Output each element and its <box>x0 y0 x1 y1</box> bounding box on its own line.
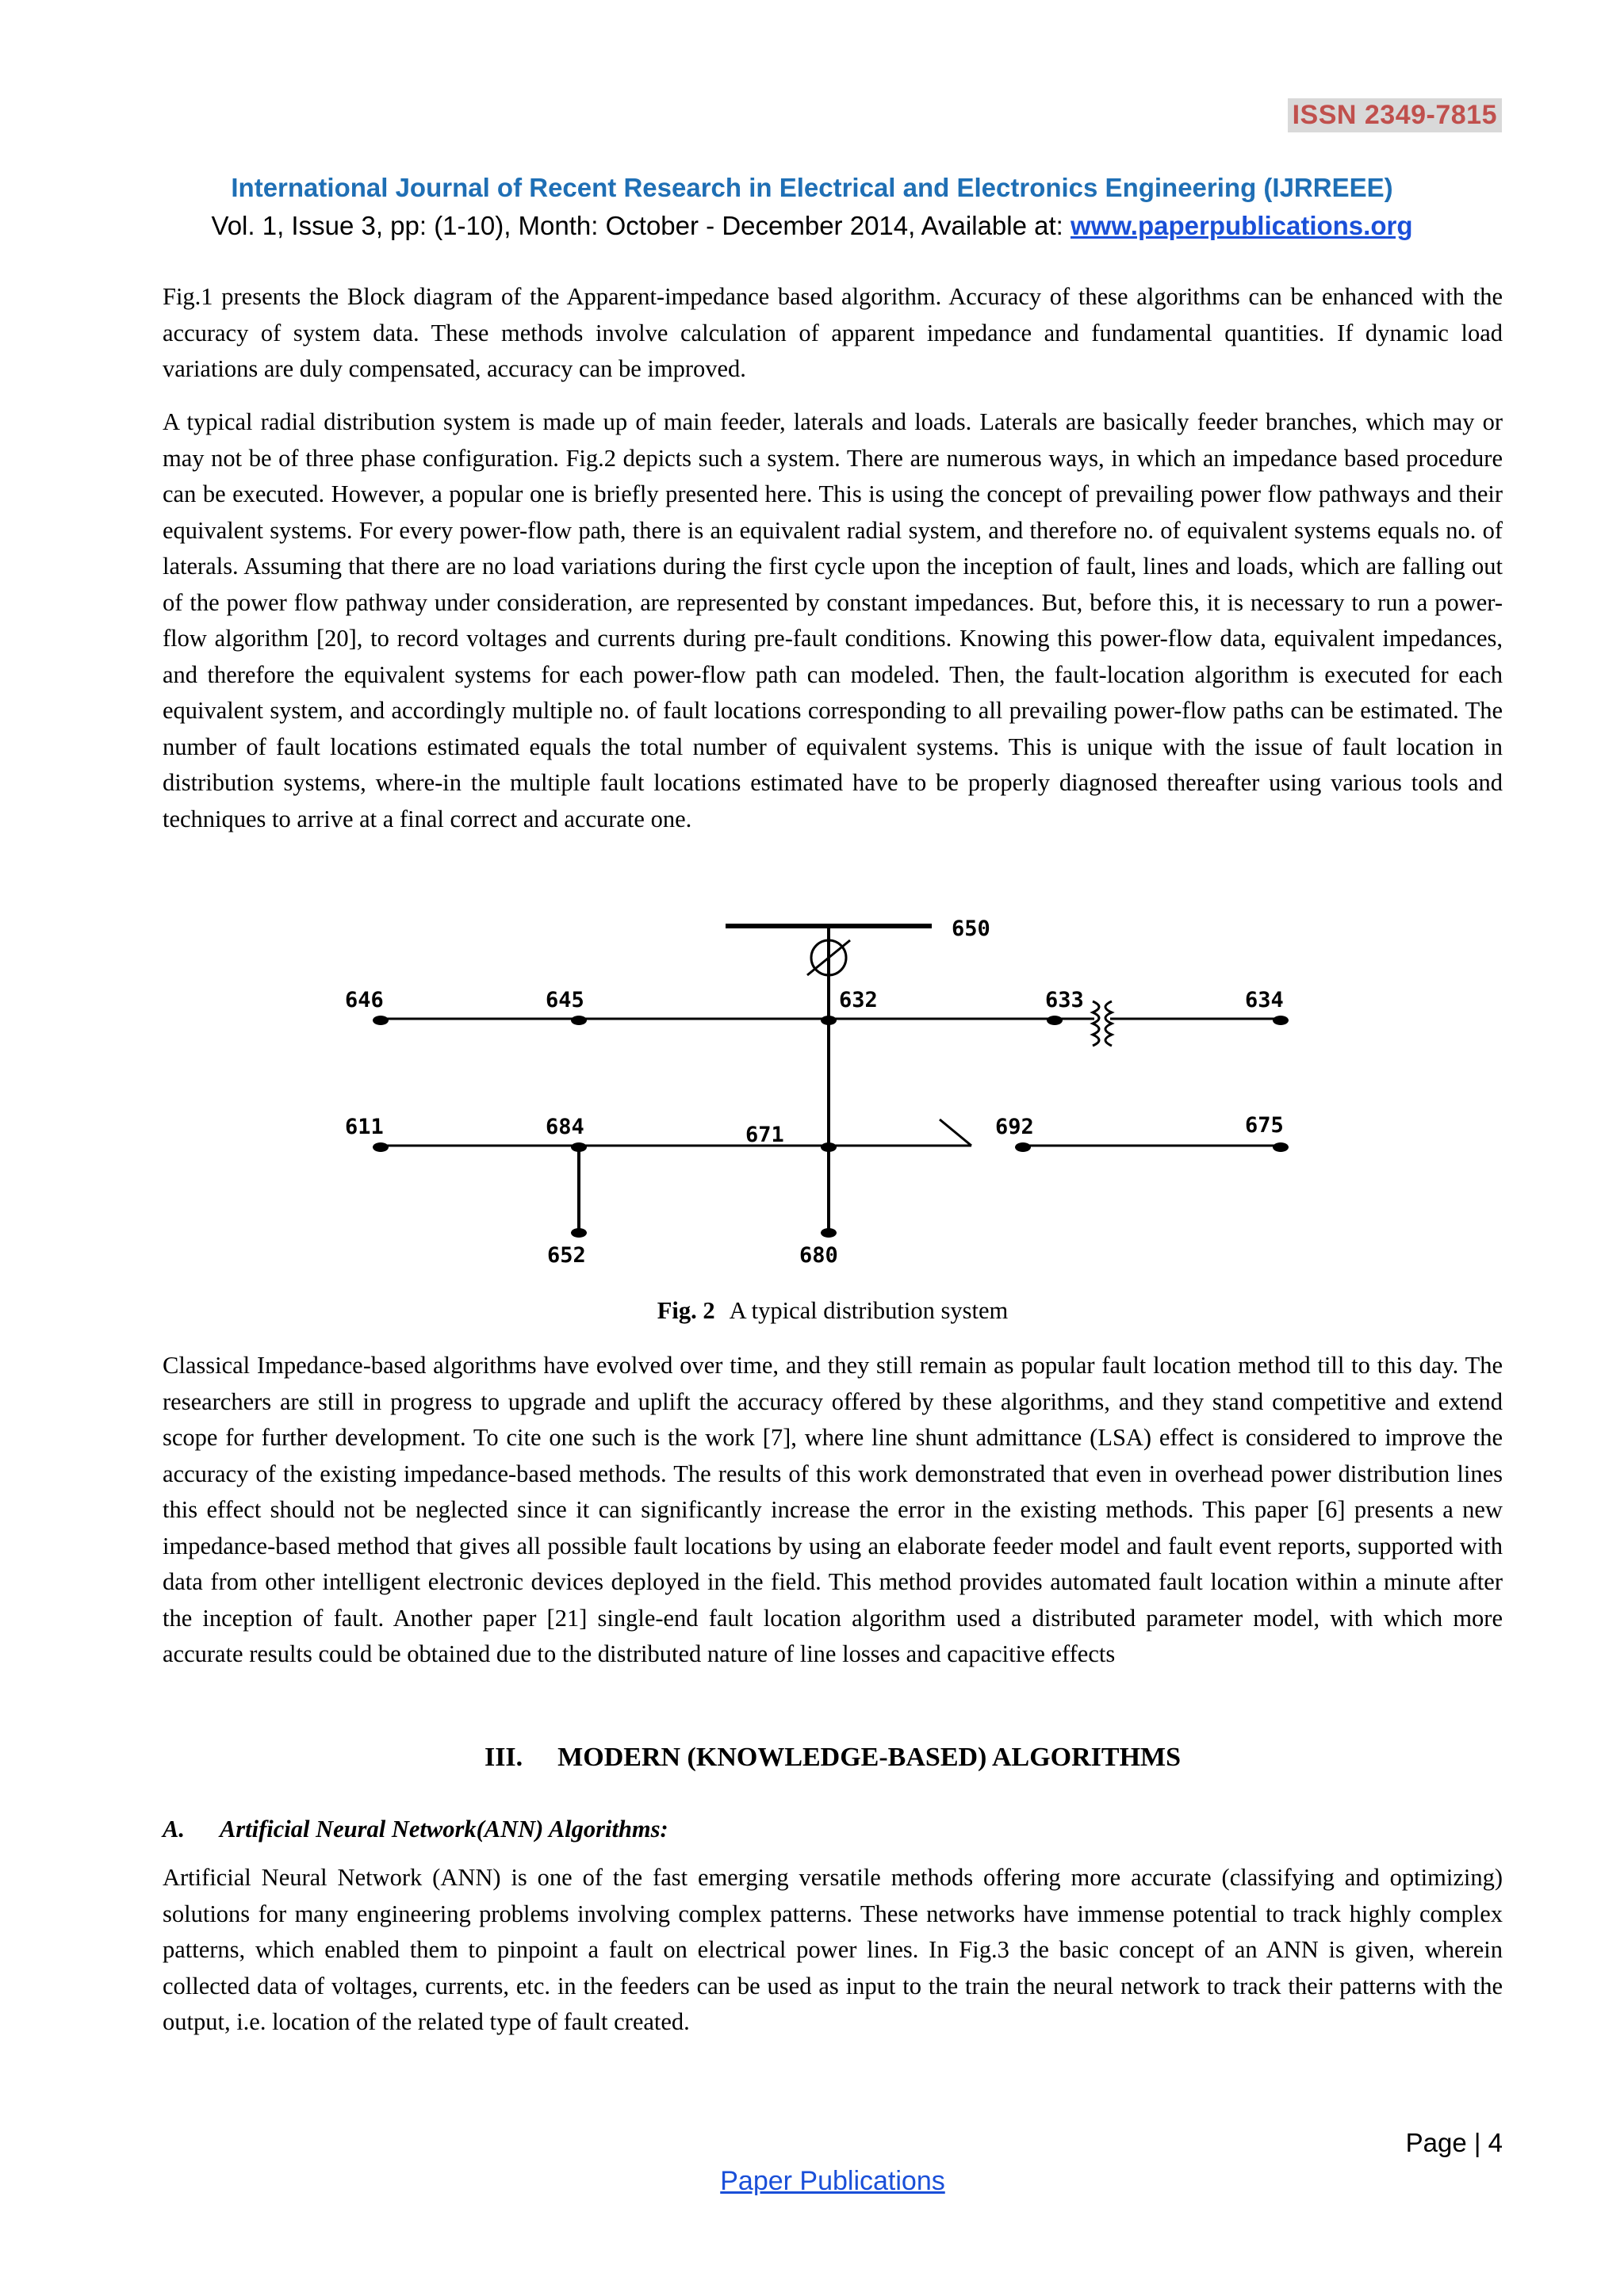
volume-line <box>0 211 1624 241</box>
label-632: 632 <box>839 988 878 1012</box>
label-684: 684 <box>546 1115 584 1139</box>
label-611: 611 <box>345 1115 384 1139</box>
figure-caption-label: Fig. 2 <box>657 1297 715 1324</box>
figure-caption-text: A typical distribution system <box>729 1297 1009 1324</box>
node-684 <box>571 1142 587 1152</box>
label-646: 646 <box>345 988 384 1012</box>
figure-caption <box>0 1297 1624 1325</box>
transformer-symbol <box>1093 1001 1112 1046</box>
publisher-footer <box>0 2166 1624 2197</box>
subsection-letter: A. <box>163 1816 185 1843</box>
paragraph-radial-system: A typical radial distribution system is made up of main feeder, laterals and loads. Laterals are basically feeder branches, which may or may not be of three phase configuration. Fig.2 depicts such a system. There are numerous ways, in which an impedance based procedure can be executed. However, a popular one is briefly presented here. This is using the concept of prevailing power flow pathways and their equivalent systems. For every power-flow path, there is an equivalent radial system, and therefore no. of equivalent systems equals no. of laterals. Assuming that there are no load variations during the first cycle upon the inception of fault, lines and loads, which are falling out of the power flow pathway under consideration, are represented by constant impedances. But, before this, it is necessary to run a power-flow algorithm [20], to record voltages and currents during pre-fault conditions. Knowing this power-flow data, equivalent impedances, and therefore the equivalent systems for each power-flow path can modeled. Then, the fault-location algorithm is executed for each equivalent system, and accordingly multiple no. of fault locations corresponding to all prevailing power-flow paths can be estimated. The number of fault locations estimated equals the total number of equivalent systems. This is unique with the issue of fault location in distribution systems, where-in the multiple fault locations estimated have to be properly diagnosed thereafter using various tools and techniques to arrive at a final correct and accurate one. <box>163 408 1503 832</box>
journal-title: International Journal of Recent Research in Electrical and Electronics Engineering (IJRREEE) <box>231 173 1393 202</box>
node-632 <box>821 1016 837 1025</box>
switch-symbol <box>940 1119 971 1146</box>
paragraph-ann: Artificial Neural Network (ANN) is one of the fast emerging versatile methods offering more accurate (classifying and optimizing) solutions for many engineering problems involving complex patterns. These networks have immense potential to track highly complex patterns, which enabled them to pinpoint a fault on electrical power lines. In Fig.3 the basic concept of an ANN is given, wherein collected data of voltages, currents, etc. in the feeders can be used as input to the train the neural network to track their patterns with the output, i.e. location of the related type of fault created. <box>163 1864 1503 2035</box>
paragraph-classical-impedance: Classical Impedance-based algorithms have evolved over time, and they still remain as popular fault location method till to this day. The researchers are still in progress to upgrade and uplift the accuracy offered by these algorithms, and they stand competitive and extend scope for further development. To cite one such is the work [7], where line shunt admittance (LSA) effect is considered to improve the accuracy of the existing impedance-based methods. The results of this work demonstrated that even in overhead power distribution lines this effect should not be neglected since it can significantly increase the error in the existing methods. This paper [6] presents a new impedance-based method that gives all possible fault locations by using an elaborate feeder model and fault event reports, supported with data from other intelligent electronic devices deployed in the field. This method provides automated fault location within a minute after the inception of fault. Another paper [21] single-end fault location algorithm used a distributed parameter model, with which more accurate results could be obtained due to the distributed nature of line losses and capacitive effects <box>163 1352 1503 1667</box>
node-634 <box>1273 1016 1289 1025</box>
node-633 <box>1047 1016 1063 1025</box>
section-number: III. <box>484 1743 523 1772</box>
paragraph-fig1-intro: Fig.1 presents the Block diagram of the Apparent-impedance based algorithm. Accuracy of these algorithms can be enhanced with the accuracy of system data. These methods involve calculation of apparent impedance and fundamental quantities. If dynamic load variations are duly compensated, accuracy can be improved. <box>163 283 1503 382</box>
section-heading <box>0 1743 1624 1773</box>
node-611 <box>373 1142 389 1152</box>
label-680: 680 <box>799 1243 838 1268</box>
node-675 <box>1273 1142 1289 1152</box>
distribution-system-diagram <box>325 912 1324 1284</box>
volume-info: Vol. 1, Issue 3, pp: (1-10), Month: October - December 2014, Available at: <box>211 211 1071 240</box>
node-652 <box>571 1228 587 1238</box>
label-671: 671 <box>745 1123 784 1147</box>
label-650: 650 <box>952 916 990 941</box>
node-646 <box>373 1016 389 1025</box>
website-link[interactable]: www.paperpublications.org <box>1071 211 1413 240</box>
section-title: MODERN (KNOWLEDGE-BASED) ALGORITHMS <box>557 1743 1182 1772</box>
label-675: 675 <box>1245 1113 1284 1138</box>
label-633: 633 <box>1045 988 1084 1012</box>
label-634: 634 <box>1245 988 1284 1012</box>
node-680 <box>821 1228 837 1238</box>
label-692: 692 <box>995 1115 1034 1139</box>
node-692 <box>1015 1142 1031 1152</box>
node-645 <box>571 1016 587 1025</box>
node-671 <box>821 1142 837 1152</box>
subsection-heading <box>163 1816 668 1843</box>
issn-badge: ISSN 2349-7815 <box>1288 98 1502 132</box>
publisher-link[interactable]: Paper Publications <box>720 2166 945 2196</box>
label-652: 652 <box>547 1243 586 1268</box>
subsection-title: Artificial Neural Network(ANN) Algorithms: <box>219 1816 668 1843</box>
label-645: 645 <box>546 988 584 1012</box>
page-number: Page | 4 <box>1405 2128 1503 2157</box>
